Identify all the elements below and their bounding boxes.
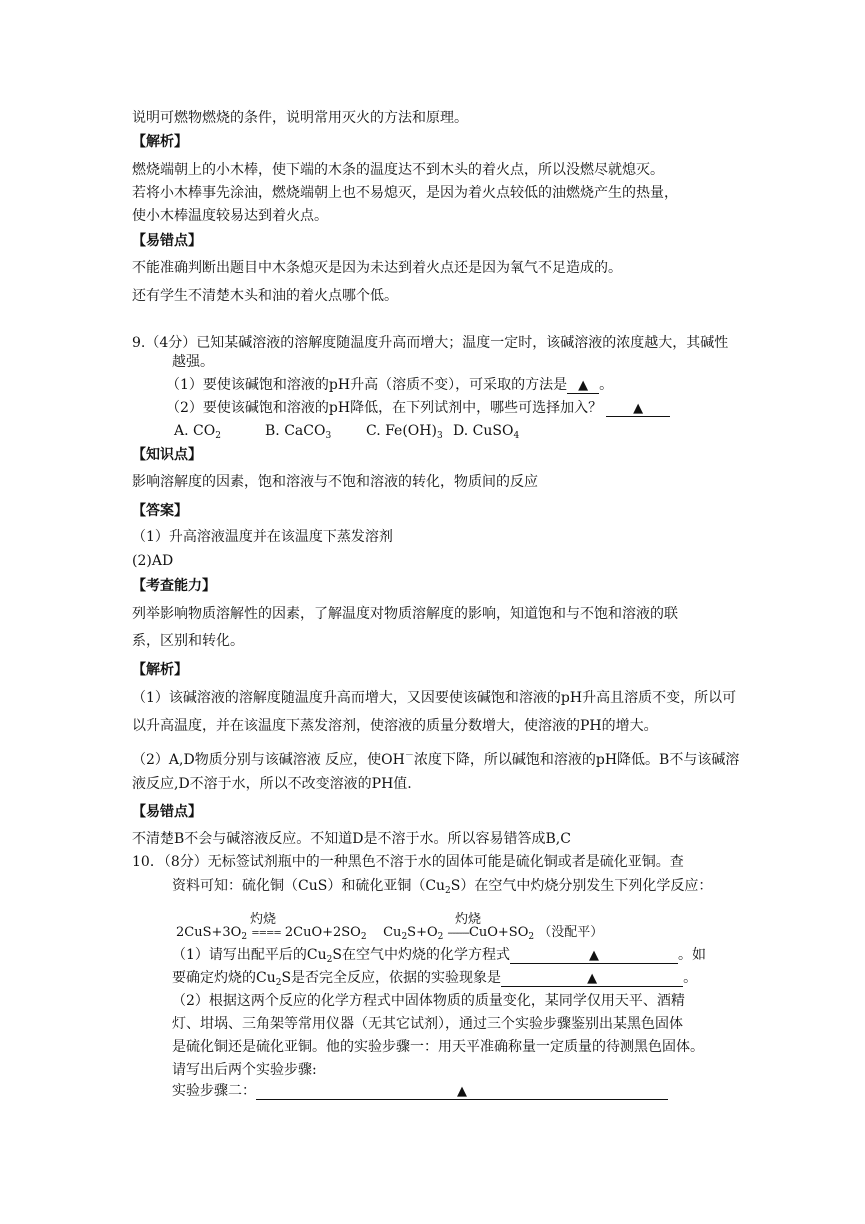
error-point-line: 还有学生不清楚木头和油的着火点哪个低。 [132, 288, 398, 304]
analysis-line: 若将小木棒事先涂油，燃烧端朝上也不易熄灭，是因为着火点较低的油燃烧产生的热量， [132, 185, 678, 201]
analysis-line: 液反应,D不溶于水，所以不改变溶液的PH值. [132, 776, 412, 792]
reaction-condition-label: 灼烧 [455, 912, 482, 927]
q9-part1-blank[interactable] [567, 377, 599, 394]
analysis-line: 使小木棒温度较易达到着火点。 [132, 208, 328, 224]
reaction-equations: $2CuS+3O_2$ ==== $2CuO+2SO_2$ $Cu_2S+O_2$ $---------CuO+SO_2$ （没配平） [176, 925, 604, 942]
answer-heading: 【答案】 [132, 503, 188, 519]
analysis-heading: 【解析】 [132, 662, 188, 678]
knowledge-point-text: 影响溶解度的因素，饱和溶液与不饱和溶液的转化，物质间的反应 [132, 474, 538, 490]
analysis-line: （1）该碱溶液的溶解度随温度升高而增大，又因要使该碱饱和溶液的pH升高且溶质不变，所以可 [132, 690, 737, 706]
triangle-icon: ▲ [578, 378, 589, 393]
q10-part1-cont: 要确定灼烧的$Cu_2S$是否完全反应，依据的实验现象是 ▲ 。 [172, 970, 698, 988]
analysis-line: 以升高温度，并在该温度下蒸发溶剂，使溶液的质量分数增大，使溶液的PH的增大。 [132, 718, 658, 734]
analysis-line: 燃烧端朝上的小木棒，使下端的木条的温度达不到木头的着火点，所以没燃尽就熄灭。 [132, 162, 664, 178]
analysis-heading: 【解析】 [132, 134, 188, 150]
q10-part1: （1）请写出配平后的$Cu_2S$在空气中灼烧的化学方程式 ▲ 。如 [172, 947, 706, 965]
error-point-heading: 【易错点】 [132, 804, 202, 820]
reaction-condition-label: 灼烧 [250, 912, 277, 927]
q9-part1 [166, 376, 613, 394]
triangle-icon: ▲ [633, 401, 644, 416]
q10-part2: 请写出后两个实验步骤: [172, 1062, 317, 1078]
q9-part2 [166, 399, 670, 417]
error-point-line: 不清楚B不会与碱溶液反应。不知道D是不溶于水。所以容易错答成B,C [132, 831, 571, 847]
intro-line: 说明可燃物燃烧的条件，说明常用灭火的方法和原理。 [132, 110, 468, 126]
q9-part2-blank[interactable] [606, 400, 670, 417]
answer-line: （1）升高溶液温度并在该温度下蒸发溶剂 [132, 529, 393, 545]
q9-option-b: B. CaCO$_3$ [265, 423, 332, 441]
triangle-icon: ▲ [588, 948, 599, 963]
q10-stem-cont: 资料可知：硫化铜（CuS）和硫化亚铜$(Cu_2S)$在空气中灼烧分别发生下列化学反应： [172, 878, 713, 896]
q10-part2: 是硫化铜还是硫化亚铜。他的实验步骤一：用天平准确称量一定质量的待测黑色固体。 [172, 1039, 704, 1055]
error-point-line: 不能准确判断出题目中木条熄灭是因为未达到着火点还是因为氧气不足造成的。 [132, 260, 622, 276]
ability-heading: 【考查能力】 [132, 578, 216, 594]
q10-part1-blank[interactable] [510, 947, 678, 964]
q9-part1-end: 。 [599, 377, 614, 393]
q9-part1-text: （1）要使该碱饱和溶液的pH升高（溶质不变），可采取的方法是 [166, 377, 568, 393]
q10-part1b-blank[interactable] [501, 970, 683, 987]
triangle-icon: ▲ [457, 1084, 467, 1099]
ability-line: 列举影响物质溶解性的因素，了解温度对物质溶解度的影响，知道饱和与不饱和溶液的联 [132, 606, 678, 622]
triangle-icon: ▲ [587, 971, 598, 986]
error-point-heading: 【易错点】 [132, 233, 202, 249]
knowledge-point-heading: 【知识点】 [132, 447, 202, 463]
q10-part2: （2）根据这两个反应的化学方程式中固体物质的质量变化，某同学仅用天平、酒精 [172, 993, 685, 1009]
q9-option-a: A. $CO_2$ [174, 423, 221, 441]
q9-option-c: C. $Fe(OH)_3$ [366, 423, 443, 441]
q9-part2-text: （2）要使该碱饱和溶液的pH降低，在下列试剂中，哪些可选择加入？ [166, 400, 603, 416]
q9-stem-cont: 越强。 [172, 354, 214, 370]
analysis-line: （2）A,D物质分别与该碱溶液 反应，使OH－浓度下降，所以碱饱和溶液的pH降低。B不与该碱溶 [132, 751, 740, 768]
answer-line: (2)AD [132, 553, 174, 569]
q9-option-d: D. CuSO$_4$ [453, 423, 520, 441]
q10-part2: 灯、坩埚、三角架等常用仪器（无其它试剂），通过三个实验步骤鉴别出某黑色固体 [172, 1016, 683, 1032]
q10-step2: 实验步骤二： ▲ [172, 1082, 668, 1100]
q10-stem: 10．（8分）无标签试剂瓶中的一种黑色不溶于水的固体可能是硫化铜或者是硫化亚铜。查 [132, 854, 684, 870]
q9-stem: 9.（4分）已知某碱溶液的溶解度随温度升高而增大；温度一定时，该碱溶液的浓度越大，其碱性 [132, 335, 729, 351]
ability-line: 系，区别和转化。 [132, 633, 244, 649]
q10-step2-blank[interactable] [256, 1083, 668, 1100]
